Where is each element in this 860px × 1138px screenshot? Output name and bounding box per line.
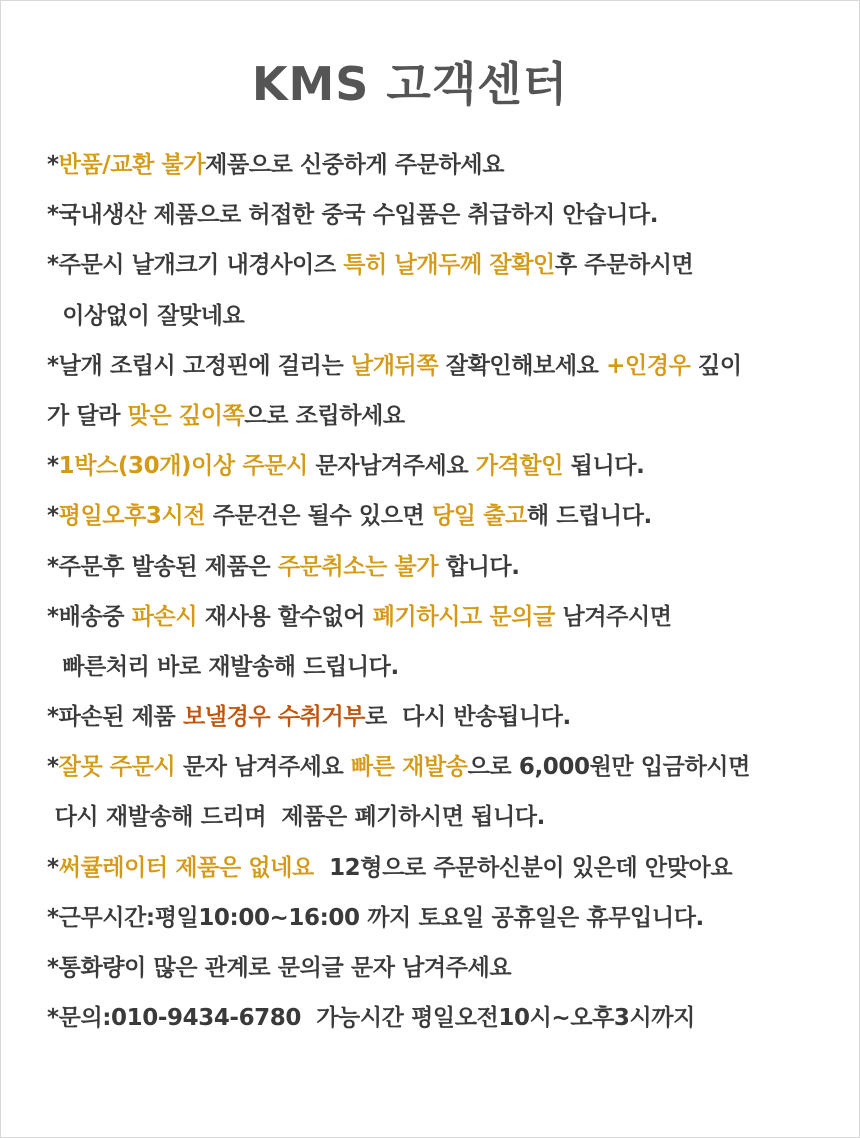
notice-highlight: 보낼경우 수취거부: [182, 704, 366, 731]
notice-line: [47, 240, 847, 290]
notice-text: 깊이: [690, 352, 742, 379]
notice-text: *: [47, 453, 59, 480]
notice-line: [47, 792, 847, 842]
notice-text: 됩니다.: [563, 453, 645, 480]
notice-text: *근무시간:평일10:00~16:00 까지 토요일 공휴일은 휴무입니다.: [47, 904, 704, 931]
notice-line: [47, 993, 847, 1043]
notice-line: [47, 692, 847, 742]
notice-text: 문자 남겨주세요: [175, 754, 351, 781]
notice-line: [47, 943, 847, 993]
notice-line: [47, 140, 847, 190]
notice-text: 문자남겨주세요: [307, 453, 476, 480]
notice-text: 재사용 할수없어: [197, 603, 373, 630]
notice-line: [47, 190, 847, 240]
notice-line: [47, 893, 847, 943]
notice-line: [47, 592, 847, 642]
notice-line: [47, 441, 847, 491]
notice-text: 제품으로 신중하게 주문하세요: [205, 152, 505, 178]
notice-line: [47, 291, 847, 341]
notice-highlight: 맞은 깊이쪽: [127, 402, 245, 429]
notice-text: *주문후 발송된 제품은: [47, 553, 278, 580]
notice-text: *: [47, 152, 59, 178]
notice-highlight: 주문취소는 불가: [277, 553, 439, 580]
notice-text: 빠른처리 바로 재발송해 드립니다.: [47, 653, 399, 680]
notice-highlight: 잘못 주문시: [58, 754, 176, 781]
notice-text: 으로 6,000원만 입금하시면: [467, 754, 750, 781]
notice-line: [47, 843, 847, 893]
notice-text: *국내생산 제품으로 허접한 중국 수입품은 취급하지 안습니다.: [47, 202, 659, 229]
notice-highlight: 파손시: [131, 603, 198, 630]
notice-text: 으로 조립하세요: [244, 402, 405, 429]
notice-highlight: 당일 출고: [431, 503, 527, 530]
notice-text: 합니다.: [438, 553, 520, 580]
notice-text: 다시 재발송해 드리며 제품은 폐기하시면 됩니다.: [47, 804, 545, 831]
notice-text: 가 달라: [47, 402, 128, 429]
notice-text: 해 드립니다.: [526, 503, 652, 530]
notice-text: *: [47, 503, 59, 530]
notice-highlight: 써큘레이터 제품은 없네요: [58, 854, 314, 881]
notice-highlight: 날개뒤쪽: [350, 352, 439, 379]
notice-highlight: 폐기하시고 문의글: [372, 603, 555, 630]
notice-line: [47, 642, 847, 692]
notice-line: [47, 491, 847, 541]
notice-text: 후 주문하시면: [554, 252, 694, 279]
notice-text: 남겨주시면: [554, 603, 672, 630]
notice-text: *문의:010-9434-6780 가능시간 평일오전10시~오후3시까지: [47, 1005, 695, 1032]
notice-highlight: +인경우: [606, 352, 691, 379]
notice-highlight: 평일오후3시전: [58, 503, 206, 530]
notice-text: *통화량이 많은 관계로 문의글 문자 남겨주세요: [47, 955, 512, 981]
notice-line: [47, 341, 847, 391]
notice-line: [47, 742, 847, 792]
notice-text: 잘확인해보세요: [438, 352, 607, 379]
page-title: KMS 고객센터: [251, 57, 569, 111]
notice-text: 로 다시 반송됩니다.: [365, 704, 571, 731]
notice-text: 12형으로 주문하신분이 있은데 안맞아요: [313, 854, 733, 881]
notice-text: *배송중: [47, 603, 132, 630]
notice-highlight: 가격할인: [475, 453, 564, 480]
notice-text: *주문시 날개크기 내경사이즈: [47, 252, 344, 279]
notice-highlight: 특히 날개두께 잘확인: [343, 252, 555, 279]
notice-text: *: [47, 854, 59, 881]
notice-text: *파손된 제품: [47, 704, 183, 731]
notice-line: [47, 391, 847, 441]
notice-text: 이상없이 잘맞네요: [47, 302, 245, 329]
notice-line: [47, 542, 847, 592]
notice-highlight: 반품/교환 불가: [58, 152, 206, 178]
notice-text: *: [47, 754, 59, 781]
notice-highlight: 1박스(30개)이상 주문시: [58, 453, 308, 480]
notice-list: [47, 140, 847, 1043]
notice-text: 주문건은 될수 있으면: [205, 503, 432, 530]
notice-highlight: 빠른 재발송: [350, 754, 468, 781]
notice-text: *날개 조립시 고정핀에 걸리는: [47, 352, 351, 379]
